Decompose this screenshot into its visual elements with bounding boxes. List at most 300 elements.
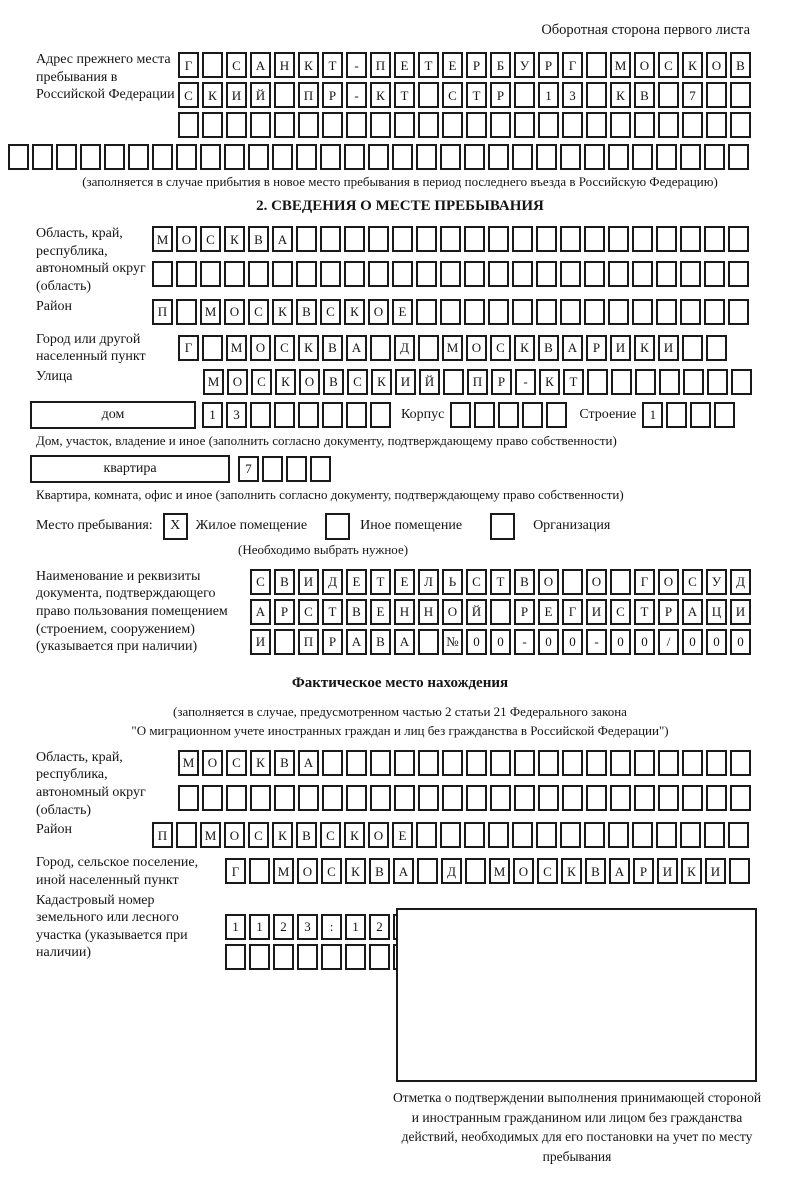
char-box[interactable] — [562, 112, 583, 138]
char-box[interactable] — [440, 261, 461, 287]
char-box[interactable] — [466, 785, 487, 811]
char-box[interactable] — [562, 750, 583, 776]
char-box[interactable] — [346, 750, 367, 776]
char-box[interactable]: И — [395, 369, 416, 395]
char-box[interactable] — [152, 144, 173, 170]
char-box[interactable]: С — [248, 822, 269, 848]
char-box[interactable] — [682, 785, 703, 811]
char-box[interactable]: 0 — [706, 629, 727, 655]
char-box[interactable]: О — [299, 369, 320, 395]
char-box[interactable]: И — [610, 335, 631, 361]
char-box[interactable]: А — [272, 226, 293, 252]
char-box[interactable] — [514, 82, 535, 108]
char-box[interactable] — [226, 785, 247, 811]
char-box[interactable] — [202, 335, 223, 361]
char-box[interactable]: О — [176, 226, 197, 252]
char-box[interactable] — [416, 299, 437, 325]
char-box[interactable]: А — [346, 335, 367, 361]
char-box[interactable]: А — [346, 629, 367, 655]
char-box[interactable]: С — [682, 569, 703, 595]
char-box[interactable]: Г — [178, 335, 199, 361]
char-box[interactable] — [730, 785, 751, 811]
char-box[interactable]: С — [226, 52, 247, 78]
char-box[interactable] — [80, 144, 101, 170]
char-box[interactable] — [262, 456, 283, 482]
char-box[interactable]: 1 — [538, 82, 559, 108]
char-box[interactable]: 3 — [562, 82, 583, 108]
char-box[interactable] — [658, 785, 679, 811]
char-box[interactable]: Р — [322, 82, 343, 108]
char-box[interactable]: О — [466, 335, 487, 361]
char-box[interactable]: 2 — [369, 914, 390, 940]
char-box[interactable]: И — [657, 858, 678, 884]
char-box[interactable] — [394, 112, 415, 138]
char-box[interactable] — [512, 261, 533, 287]
char-box[interactable]: Р — [633, 858, 654, 884]
char-box[interactable]: И — [250, 629, 271, 655]
char-box[interactable] — [656, 261, 677, 287]
char-box[interactable] — [560, 299, 581, 325]
char-box[interactable] — [466, 112, 487, 138]
char-box[interactable] — [345, 944, 366, 970]
char-box[interactable]: К — [539, 369, 560, 395]
char-box[interactable]: Е — [538, 599, 559, 625]
char-box[interactable] — [706, 112, 727, 138]
char-box[interactable] — [464, 299, 485, 325]
char-box[interactable]: С — [490, 335, 511, 361]
char-box[interactable]: П — [152, 822, 173, 848]
char-box[interactable] — [512, 226, 533, 252]
char-box[interactable]: Е — [394, 569, 415, 595]
char-box[interactable]: Т — [563, 369, 584, 395]
char-box[interactable]: К — [272, 822, 293, 848]
char-box[interactable] — [632, 144, 653, 170]
char-box[interactable] — [730, 82, 751, 108]
char-box[interactable] — [680, 822, 701, 848]
char-box[interactable]: - — [586, 629, 607, 655]
char-box[interactable]: 1 — [345, 914, 366, 940]
char-box[interactable]: 0 — [562, 629, 583, 655]
char-box[interactable] — [274, 402, 295, 428]
char-box[interactable] — [656, 144, 677, 170]
char-box[interactable] — [704, 144, 725, 170]
char-box[interactable]: 2 — [273, 914, 294, 940]
char-box[interactable]: О — [250, 335, 271, 361]
char-box[interactable]: 0 — [538, 629, 559, 655]
char-box[interactable]: 7 — [682, 82, 703, 108]
char-box[interactable]: П — [370, 52, 391, 78]
char-box[interactable] — [488, 144, 509, 170]
char-box[interactable] — [608, 299, 629, 325]
char-box[interactable]: К — [224, 226, 245, 252]
char-box[interactable]: Г — [562, 599, 583, 625]
char-box[interactable]: К — [370, 82, 391, 108]
char-box[interactable] — [610, 785, 631, 811]
char-box[interactable]: Б — [490, 52, 511, 78]
char-box[interactable]: Ц — [706, 599, 727, 625]
char-box[interactable] — [274, 785, 295, 811]
char-box[interactable]: К — [298, 52, 319, 78]
char-box[interactable]: И — [226, 82, 247, 108]
char-box[interactable] — [248, 261, 269, 287]
char-box[interactable] — [706, 82, 727, 108]
char-box[interactable] — [322, 112, 343, 138]
char-box[interactable]: Н — [394, 599, 415, 625]
char-box[interactable]: М — [200, 299, 221, 325]
char-box[interactable]: К — [202, 82, 223, 108]
char-box[interactable]: О — [368, 299, 389, 325]
char-box[interactable] — [490, 599, 511, 625]
char-box[interactable] — [586, 112, 607, 138]
char-box[interactable] — [344, 226, 365, 252]
char-box[interactable] — [729, 858, 750, 884]
char-box[interactable] — [418, 785, 439, 811]
char-box[interactable] — [274, 629, 295, 655]
char-box[interactable]: - — [515, 369, 536, 395]
char-box[interactable]: - — [346, 52, 367, 78]
char-box[interactable] — [370, 402, 391, 428]
char-box[interactable] — [128, 144, 149, 170]
char-box[interactable]: А — [250, 52, 271, 78]
char-box[interactable]: А — [250, 599, 271, 625]
char-box[interactable] — [298, 785, 319, 811]
char-box[interactable]: 0 — [490, 629, 511, 655]
char-box[interactable]: И — [298, 569, 319, 595]
char-box[interactable] — [416, 144, 437, 170]
char-box[interactable]: Й — [466, 599, 487, 625]
char-box[interactable]: У — [514, 52, 535, 78]
char-box[interactable] — [249, 944, 270, 970]
char-box[interactable]: В — [296, 822, 317, 848]
char-box[interactable]: С — [466, 569, 487, 595]
char-box[interactable]: К — [371, 369, 392, 395]
char-box[interactable]: С — [347, 369, 368, 395]
char-box[interactable]: С — [658, 52, 679, 78]
char-box[interactable]: С — [226, 750, 247, 776]
char-box[interactable] — [320, 144, 341, 170]
char-box[interactable]: И — [705, 858, 726, 884]
char-box[interactable] — [659, 369, 680, 395]
char-box[interactable]: О — [513, 858, 534, 884]
char-box[interactable] — [200, 144, 221, 170]
char-box[interactable] — [632, 261, 653, 287]
char-box[interactable]: 7 — [238, 456, 259, 482]
char-box[interactable] — [392, 261, 413, 287]
char-box[interactable] — [634, 750, 655, 776]
char-box[interactable] — [730, 112, 751, 138]
char-box[interactable]: А — [609, 858, 630, 884]
char-box[interactable]: В — [585, 858, 606, 884]
char-box[interactable]: 1 — [642, 402, 663, 428]
char-box[interactable]: - — [514, 629, 535, 655]
char-box[interactable]: К — [682, 52, 703, 78]
char-box[interactable] — [682, 112, 703, 138]
char-box[interactable]: С — [320, 299, 341, 325]
char-box[interactable] — [442, 785, 463, 811]
char-box[interactable] — [176, 261, 197, 287]
char-box[interactable]: 1 — [249, 914, 270, 940]
char-box[interactable]: Е — [392, 822, 413, 848]
char-box[interactable]: М — [489, 858, 510, 884]
char-box[interactable]: Р — [514, 599, 535, 625]
char-box[interactable] — [586, 785, 607, 811]
char-box[interactable] — [610, 569, 631, 595]
char-box[interactable] — [248, 144, 269, 170]
char-box[interactable] — [322, 750, 343, 776]
char-box[interactable] — [273, 944, 294, 970]
char-box[interactable] — [514, 112, 535, 138]
char-box[interactable] — [418, 750, 439, 776]
char-box[interactable]: В — [274, 569, 295, 595]
char-box[interactable] — [704, 261, 725, 287]
char-box[interactable]: О — [202, 750, 223, 776]
char-box[interactable]: Г — [225, 858, 246, 884]
char-box[interactable]: П — [152, 299, 173, 325]
char-box[interactable]: А — [394, 629, 415, 655]
char-box[interactable] — [250, 112, 271, 138]
char-box[interactable]: О — [368, 822, 389, 848]
char-box[interactable] — [632, 822, 653, 848]
char-box[interactable]: Т — [490, 569, 511, 595]
char-box[interactable] — [32, 144, 53, 170]
char-box[interactable] — [586, 750, 607, 776]
char-box[interactable]: Р — [586, 335, 607, 361]
char-box[interactable] — [202, 112, 223, 138]
char-box[interactable]: К — [344, 822, 365, 848]
char-box[interactable]: М — [442, 335, 463, 361]
char-box[interactable]: К — [344, 299, 365, 325]
residence-checkbox-org[interactable] — [490, 513, 515, 540]
char-box[interactable] — [488, 226, 509, 252]
char-box[interactable] — [728, 261, 749, 287]
char-box[interactable]: Е — [394, 52, 415, 78]
char-box[interactable] — [178, 785, 199, 811]
char-box[interactable] — [634, 785, 655, 811]
char-box[interactable] — [683, 369, 704, 395]
char-box[interactable]: К — [298, 335, 319, 361]
char-box[interactable] — [466, 750, 487, 776]
char-box[interactable]: К — [275, 369, 296, 395]
char-box[interactable] — [584, 822, 605, 848]
char-box[interactable]: Р — [538, 52, 559, 78]
char-box[interactable] — [658, 112, 679, 138]
char-box[interactable]: Г — [562, 52, 583, 78]
char-box[interactable] — [202, 52, 223, 78]
char-box[interactable]: М — [273, 858, 294, 884]
char-box[interactable] — [512, 144, 533, 170]
char-box[interactable] — [584, 226, 605, 252]
char-box[interactable] — [274, 112, 295, 138]
char-box[interactable] — [731, 369, 752, 395]
char-box[interactable] — [296, 226, 317, 252]
char-box[interactable]: Р — [491, 369, 512, 395]
char-box[interactable]: Р — [658, 599, 679, 625]
char-box[interactable]: О — [224, 822, 245, 848]
char-box[interactable]: С — [248, 299, 269, 325]
char-box[interactable] — [608, 261, 629, 287]
char-box[interactable] — [176, 144, 197, 170]
char-box[interactable] — [562, 569, 583, 595]
char-box[interactable]: В — [346, 599, 367, 625]
char-box[interactable]: 0 — [682, 629, 703, 655]
char-box[interactable] — [704, 226, 725, 252]
char-box[interactable] — [464, 226, 485, 252]
char-box[interactable] — [538, 750, 559, 776]
char-box[interactable]: 0 — [610, 629, 631, 655]
char-box[interactable] — [416, 226, 437, 252]
char-box[interactable] — [586, 52, 607, 78]
char-box[interactable] — [440, 822, 461, 848]
char-box[interactable]: О — [297, 858, 318, 884]
char-box[interactable]: К — [250, 750, 271, 776]
char-box[interactable]: В — [248, 226, 269, 252]
char-box[interactable]: Д — [322, 569, 343, 595]
char-box[interactable] — [656, 226, 677, 252]
char-box[interactable]: В — [323, 369, 344, 395]
char-box[interactable]: Т — [394, 82, 415, 108]
char-box[interactable] — [442, 750, 463, 776]
char-box[interactable] — [656, 822, 677, 848]
char-box[interactable] — [666, 402, 687, 428]
char-box[interactable] — [706, 335, 727, 361]
char-box[interactable] — [584, 299, 605, 325]
char-box[interactable] — [176, 299, 197, 325]
char-box[interactable]: М — [226, 335, 247, 361]
char-box[interactable] — [608, 226, 629, 252]
char-box[interactable]: О — [658, 569, 679, 595]
char-box[interactable]: Д — [394, 335, 415, 361]
char-box[interactable] — [522, 402, 543, 428]
char-box[interactable] — [635, 369, 656, 395]
char-box[interactable]: В — [296, 299, 317, 325]
char-box[interactable]: Д — [441, 858, 462, 884]
char-box[interactable] — [464, 144, 485, 170]
char-box[interactable] — [704, 822, 725, 848]
char-box[interactable] — [610, 112, 631, 138]
char-box[interactable] — [104, 144, 125, 170]
char-box[interactable]: - — [346, 82, 367, 108]
char-box[interactable]: Т — [466, 82, 487, 108]
char-box[interactable] — [656, 299, 677, 325]
char-box[interactable]: Р — [322, 629, 343, 655]
char-box[interactable]: В — [322, 335, 343, 361]
char-box[interactable] — [226, 112, 247, 138]
char-box[interactable]: Т — [634, 599, 655, 625]
char-box[interactable] — [586, 82, 607, 108]
char-box[interactable]: С — [298, 599, 319, 625]
char-box[interactable] — [465, 858, 486, 884]
char-box[interactable]: Г — [634, 569, 655, 595]
char-box[interactable] — [611, 369, 632, 395]
residence-checkbox-inoe[interactable] — [325, 513, 350, 540]
char-box[interactable] — [418, 112, 439, 138]
char-box[interactable] — [560, 144, 581, 170]
char-box[interactable] — [464, 261, 485, 287]
char-box[interactable] — [730, 750, 751, 776]
residence-checkbox-zhiloe[interactable]: X — [163, 513, 188, 540]
char-box[interactable] — [728, 299, 749, 325]
char-box[interactable] — [728, 226, 749, 252]
char-box[interactable]: О — [442, 599, 463, 625]
char-box[interactable]: Л — [418, 569, 439, 595]
char-box[interactable] — [634, 112, 655, 138]
char-box[interactable] — [320, 226, 341, 252]
char-box[interactable]: О — [538, 569, 559, 595]
char-box[interactable]: С — [250, 569, 271, 595]
char-box[interactable]: С — [178, 82, 199, 108]
char-box[interactable] — [608, 144, 629, 170]
char-box[interactable] — [224, 144, 245, 170]
char-box[interactable]: М — [152, 226, 173, 252]
char-box[interactable] — [560, 822, 581, 848]
char-box[interactable]: С — [251, 369, 272, 395]
char-box[interactable]: 1 — [202, 402, 223, 428]
char-box[interactable] — [416, 261, 437, 287]
char-box[interactable] — [610, 750, 631, 776]
char-box[interactable] — [178, 112, 199, 138]
char-box[interactable] — [440, 144, 461, 170]
char-box[interactable]: С — [610, 599, 631, 625]
char-box[interactable] — [536, 299, 557, 325]
char-box[interactable] — [728, 144, 749, 170]
char-box[interactable]: К — [345, 858, 366, 884]
char-box[interactable] — [418, 335, 439, 361]
char-box[interactable] — [584, 144, 605, 170]
char-box[interactable]: 3 — [226, 402, 247, 428]
char-box[interactable]: В — [514, 569, 535, 595]
char-box[interactable]: М — [178, 750, 199, 776]
char-box[interactable] — [369, 944, 390, 970]
char-box[interactable] — [562, 785, 583, 811]
char-box[interactable] — [370, 112, 391, 138]
char-box[interactable] — [272, 261, 293, 287]
char-box[interactable]: В — [634, 82, 655, 108]
char-box[interactable] — [464, 822, 485, 848]
char-box[interactable] — [272, 144, 293, 170]
char-box[interactable] — [658, 82, 679, 108]
char-box[interactable] — [8, 144, 29, 170]
char-box[interactable] — [418, 629, 439, 655]
char-box[interactable]: К — [561, 858, 582, 884]
char-box[interactable]: И — [586, 599, 607, 625]
char-box[interactable] — [320, 261, 341, 287]
char-box[interactable] — [322, 785, 343, 811]
char-box[interactable] — [274, 82, 295, 108]
char-box[interactable] — [728, 822, 749, 848]
char-box[interactable]: С — [321, 858, 342, 884]
char-box[interactable] — [440, 299, 461, 325]
char-box[interactable]: / — [658, 629, 679, 655]
char-box[interactable]: 0 — [634, 629, 655, 655]
char-box[interactable] — [392, 144, 413, 170]
char-box[interactable]: № — [442, 629, 463, 655]
char-box[interactable] — [538, 112, 559, 138]
char-box[interactable] — [690, 402, 711, 428]
char-box[interactable] — [370, 785, 391, 811]
char-box[interactable]: В — [369, 858, 390, 884]
char-box[interactable] — [536, 822, 557, 848]
char-box[interactable] — [346, 402, 367, 428]
char-box[interactable]: Т — [322, 599, 343, 625]
char-box[interactable]: Н — [274, 52, 295, 78]
char-box[interactable] — [368, 226, 389, 252]
char-box[interactable] — [450, 402, 471, 428]
char-box[interactable]: П — [467, 369, 488, 395]
char-box[interactable]: К — [610, 82, 631, 108]
char-box[interactable]: К — [681, 858, 702, 884]
char-box[interactable]: Г — [178, 52, 199, 78]
char-box[interactable] — [632, 299, 653, 325]
